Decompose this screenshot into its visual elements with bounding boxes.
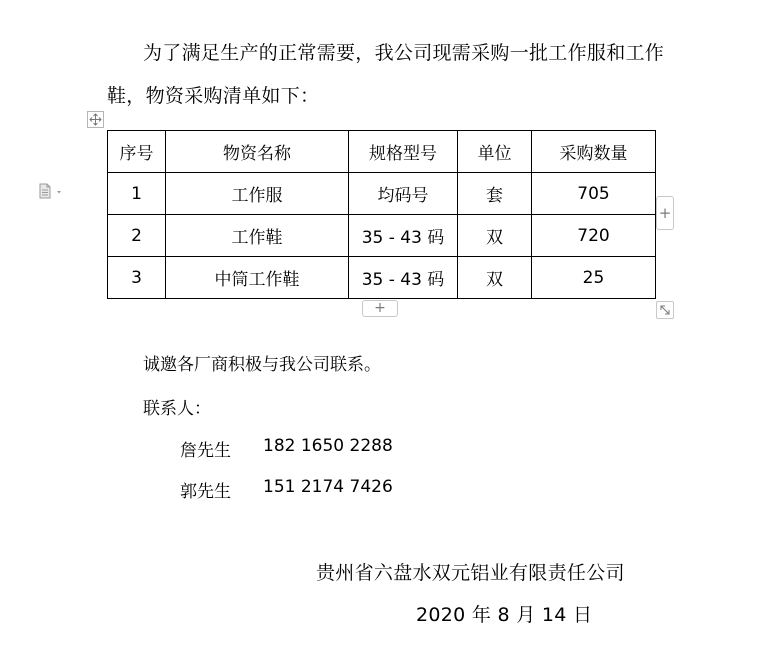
move-arrows-icon <box>88 112 103 127</box>
company-name: 贵州省六盘水双元铝业有限责任公司 <box>316 562 625 584</box>
add-column-button[interactable]: + <box>656 196 674 230</box>
table-header-row <box>108 131 656 173</box>
table-cell[interactable]: 720 <box>532 215 656 257</box>
table-cell[interactable]: 3 <box>108 257 166 299</box>
intro-line-2: 鞋，物资采购清单如下： <box>107 85 320 107</box>
contact-name: 詹先生 <box>180 441 231 461</box>
header-cell[interactable]: 单位 <box>458 131 532 173</box>
paragraph-menu[interactable] <box>38 183 64 201</box>
contact-phone: 151 2174 7426 <box>263 477 393 497</box>
document-icon <box>38 183 64 201</box>
table-cell[interactable]: 2 <box>108 215 166 257</box>
table-cell[interactable]: 中筒工作鞋 <box>166 257 349 299</box>
table-row <box>108 215 656 257</box>
table-cell[interactable]: 705 <box>532 173 656 215</box>
contact-name: 郭先生 <box>180 482 231 502</box>
table-cell[interactable]: 双 <box>458 215 532 257</box>
table-cell[interactable]: 35 - 43 码 <box>349 215 458 257</box>
header-cell[interactable]: 序号 <box>108 131 166 173</box>
table-cell[interactable]: 均码号 <box>349 173 458 215</box>
table-cell[interactable]: 25 <box>532 257 656 299</box>
add-row-button[interactable]: + <box>362 300 398 317</box>
table-row <box>108 173 656 215</box>
contact-phone: 182 1650 2288 <box>263 436 393 456</box>
contact-label: 联系人： <box>143 399 211 419</box>
table-cell[interactable]: 套 <box>458 173 532 215</box>
header-cell[interactable]: 采购数量 <box>532 131 656 173</box>
procurement-table <box>107 130 656 299</box>
table-move-handle[interactable] <box>87 111 104 128</box>
intro-line-1: 为了满足生产的正常需要，我公司现需采购一批工作服和工作 <box>143 42 665 64</box>
signature-date: 2020 年 8 月 14 日 <box>416 604 593 626</box>
table-row <box>108 257 656 299</box>
invite-text: 诚邀各厂商积极与我公司联系。 <box>143 355 381 375</box>
table-resize-handle[interactable] <box>656 301 674 319</box>
table-cell[interactable]: 双 <box>458 257 532 299</box>
table-cell[interactable]: 1 <box>108 173 166 215</box>
header-cell[interactable]: 物资名称 <box>166 131 349 173</box>
table-cell[interactable]: 工作服 <box>166 173 349 215</box>
table-cell[interactable]: 35 - 43 码 <box>349 257 458 299</box>
resize-diagonal-icon <box>657 302 673 318</box>
header-cell[interactable]: 规格型号 <box>349 131 458 173</box>
table-cell[interactable]: 工作鞋 <box>166 215 349 257</box>
